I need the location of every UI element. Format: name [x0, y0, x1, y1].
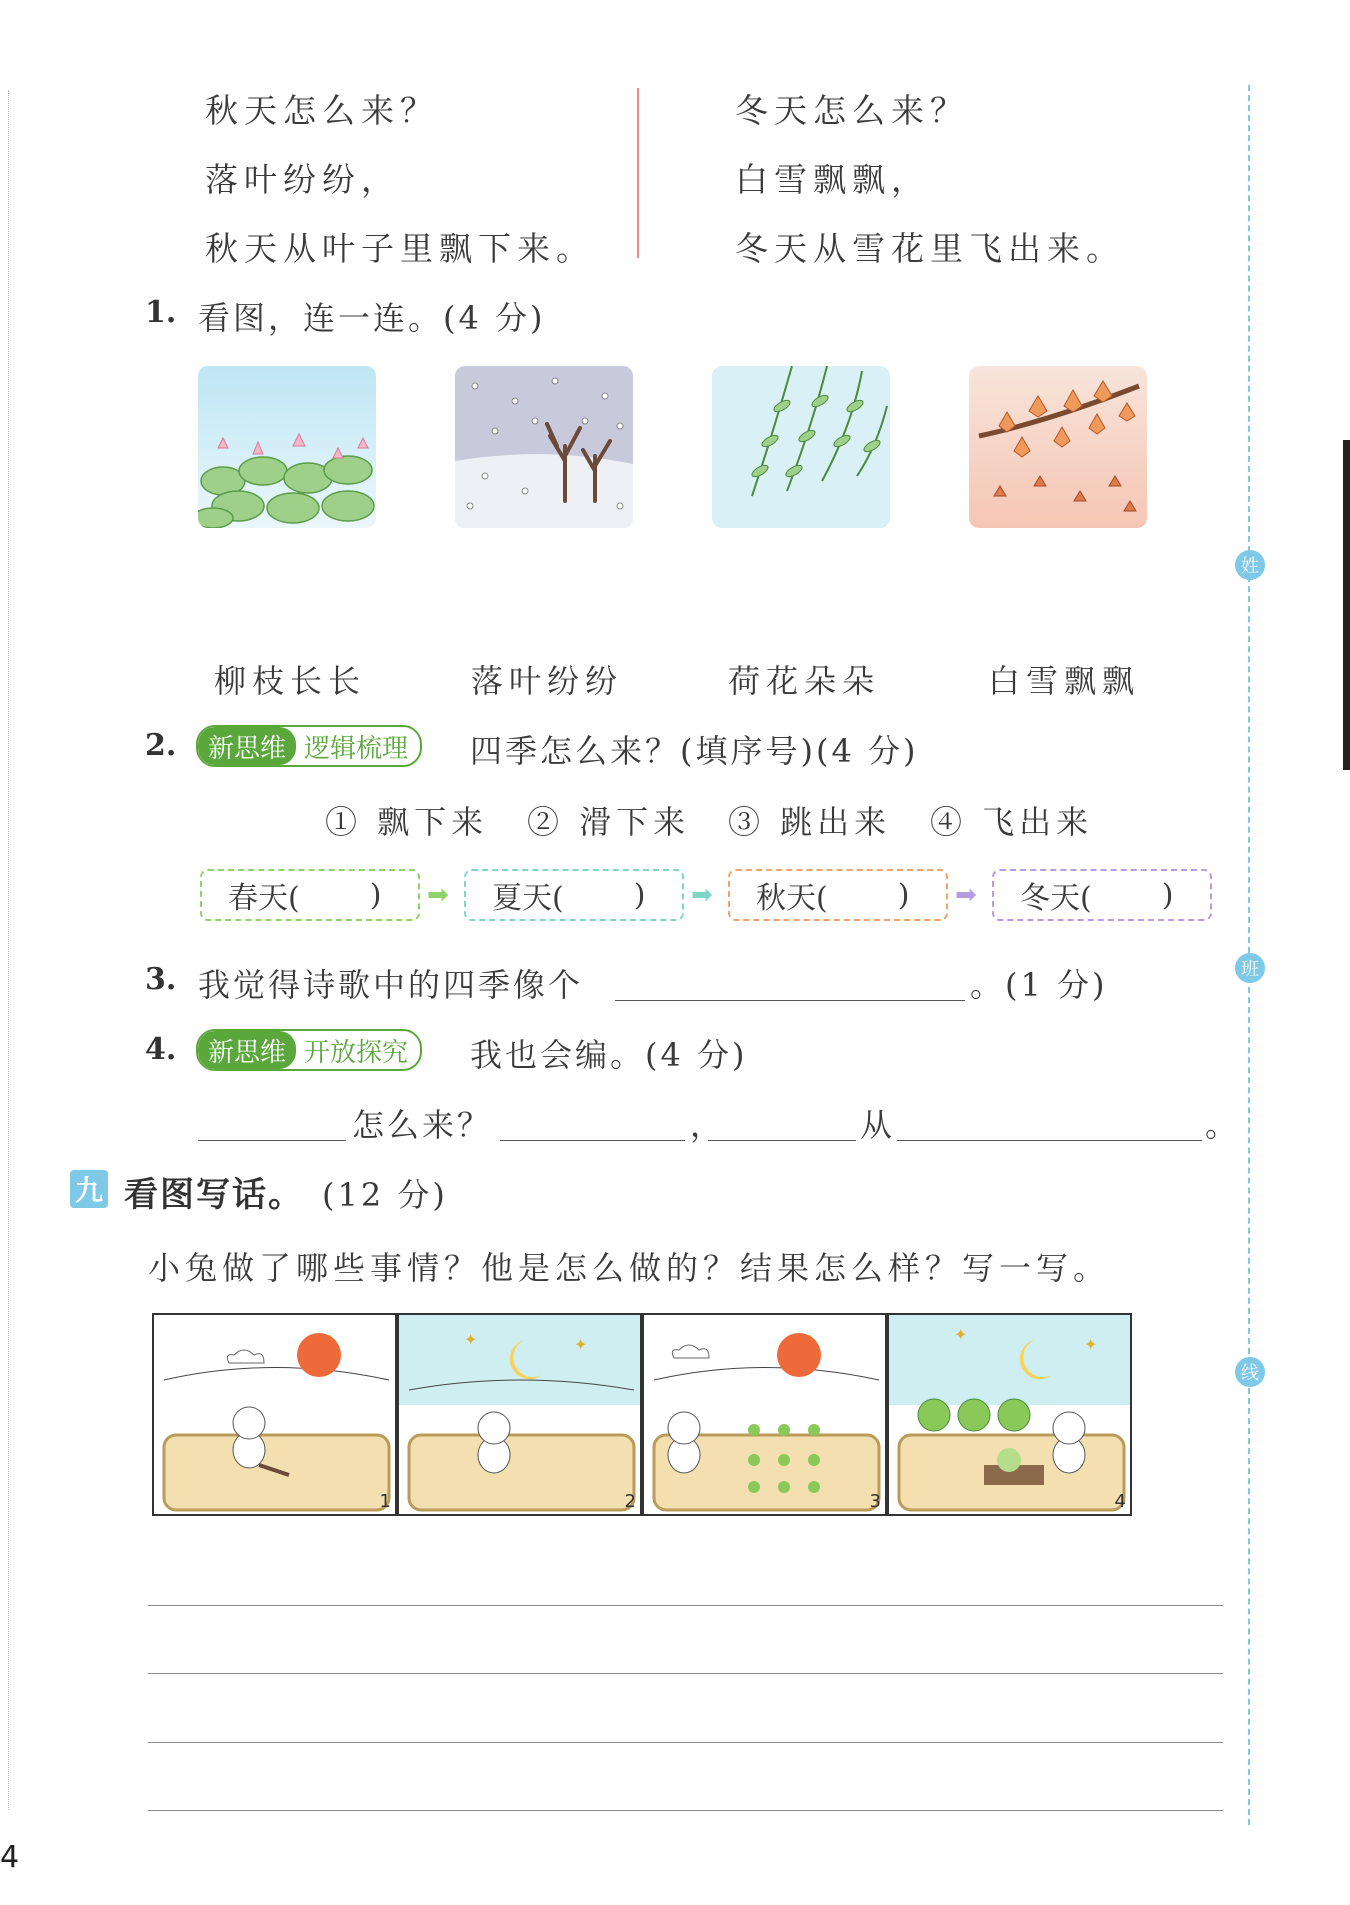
- poem-divider: [637, 88, 639, 258]
- comic-panel-2: [397, 1313, 642, 1516]
- q2-option-3: ③ 跳出来: [728, 803, 892, 841]
- winter-box[interactable]: [992, 869, 1212, 921]
- word-falling-leaves[interactable]: 落叶纷纷: [471, 662, 624, 700]
- section-9-title: 看图写话。: [124, 1175, 304, 1215]
- poem-left-line-2: 落叶纷纷，: [205, 160, 400, 199]
- summer-box[interactable]: [464, 869, 684, 921]
- q4-how-come: 怎么来？: [352, 1106, 493, 1144]
- q3-score: 。(1 分): [970, 966, 1108, 1004]
- poem-right-line-3: 冬天从雪花里飞出来。: [735, 229, 1125, 268]
- side-mark-1: 姓: [1235, 550, 1265, 580]
- section-9-badge: 九: [70, 1170, 108, 1208]
- q2-tag: [196, 725, 422, 767]
- spring-box[interactable]: [200, 869, 420, 921]
- side-mark-2: 班: [1235, 953, 1265, 983]
- q4-from: 从: [860, 1106, 896, 1144]
- q4-number: 4.: [145, 1032, 177, 1067]
- writing-line-1[interactable]: [148, 1605, 1223, 1606]
- q4-blank-season[interactable]: [198, 1140, 346, 1141]
- comic-panel-1: [152, 1313, 397, 1516]
- writing-line-2[interactable]: [148, 1673, 1223, 1674]
- winter-label: 冬天(: [1020, 881, 1092, 916]
- page-number: 4: [0, 1840, 20, 1875]
- arrow-1: ➡: [427, 880, 449, 910]
- comic-panel-4: [887, 1313, 1132, 1516]
- q4-blank-scene[interactable]: [500, 1140, 685, 1141]
- autumn-label: 秋天(: [756, 881, 828, 916]
- poem-left-line-3: 秋天从叶子里飘下来。: [205, 229, 595, 268]
- writing-line-4[interactable]: [148, 1810, 1223, 1811]
- q4-tag-main: 新思维: [198, 1031, 296, 1069]
- q2-number: 2.: [145, 728, 177, 763]
- spring-close: ): [369, 877, 382, 913]
- snow-picture[interactable]: [455, 366, 633, 528]
- comic-panel-3: [642, 1313, 887, 1516]
- writing-line-3[interactable]: [148, 1742, 1223, 1743]
- winter-close: ): [1161, 877, 1174, 913]
- arrow-2: ➡: [691, 880, 713, 910]
- section-9-score: (12 分): [322, 1176, 448, 1214]
- q4-comma: ，: [690, 1106, 726, 1144]
- poem-right-line-2: 白雪飘飘，: [735, 160, 930, 199]
- willow-picture[interactable]: [712, 366, 890, 528]
- q4-blank-season-2[interactable]: [708, 1140, 856, 1141]
- svg-text:✦: ✦: [574, 1335, 588, 1354]
- autumn-box[interactable]: [728, 869, 948, 921]
- word-lotus[interactable]: 荷花朵朵: [728, 662, 881, 700]
- lotus-picture[interactable]: [198, 366, 376, 528]
- svg-text:✦: ✦: [464, 1330, 478, 1349]
- left-margin-line: [8, 90, 9, 1810]
- q2-option-4: ④ 飞出来: [930, 803, 1094, 841]
- q2-tag-main: 新思维: [198, 727, 296, 765]
- q3-text: 我觉得诗歌中的四季像个: [198, 966, 584, 1004]
- q2-option-2: ② 滑下来: [527, 803, 691, 841]
- panel-1-number: 1: [379, 1491, 391, 1512]
- q1-text: 看图，连一连。(4 分): [198, 299, 546, 337]
- svg-text:✦: ✦: [1084, 1335, 1098, 1354]
- word-snow[interactable]: 白雪飘飘: [988, 662, 1141, 700]
- arrow-3: ➡: [955, 880, 977, 910]
- maple-picture[interactable]: [969, 366, 1147, 528]
- q3-answer-blank[interactable]: [615, 1000, 965, 1001]
- q4-blank-sentence[interactable]: [897, 1140, 1202, 1141]
- summer-label: 夏天(: [492, 881, 564, 916]
- autumn-close: ): [897, 877, 910, 913]
- poem-left-line-1: 秋天怎么来？: [205, 91, 439, 130]
- q2-text: 四季怎么来？(填序号)(4 分): [470, 732, 919, 770]
- poem-right-line-1: 冬天怎么来？: [735, 91, 969, 130]
- page-edge-mark: [1343, 440, 1350, 770]
- q4-period: 。: [1205, 1106, 1241, 1144]
- q1-number: 1.: [145, 295, 177, 330]
- q2-tag-sub: 逻辑梳理: [304, 733, 409, 764]
- section-9-prompt: 小兔做了哪些事情？他是怎么做的？结果怎么样？写一写。: [148, 1249, 1111, 1287]
- panel-4-number: 4: [1114, 1491, 1126, 1512]
- q3-number: 3.: [145, 962, 177, 997]
- q2-option-1: ① 飘下来: [325, 803, 489, 841]
- q4-tag-sub: 开放探究: [304, 1037, 409, 1068]
- q4-tag: [196, 1029, 422, 1071]
- panel-3-number: 3: [869, 1491, 881, 1512]
- word-willow[interactable]: 柳枝长长: [214, 662, 367, 700]
- spring-label: 春天(: [228, 881, 300, 916]
- side-mark-3: 线: [1235, 1357, 1265, 1387]
- panel-2-number: 2: [624, 1491, 636, 1512]
- svg-text:✦: ✦: [954, 1325, 968, 1344]
- q4-text: 我也会编。(4 分): [470, 1036, 748, 1074]
- summer-close: ): [633, 877, 646, 913]
